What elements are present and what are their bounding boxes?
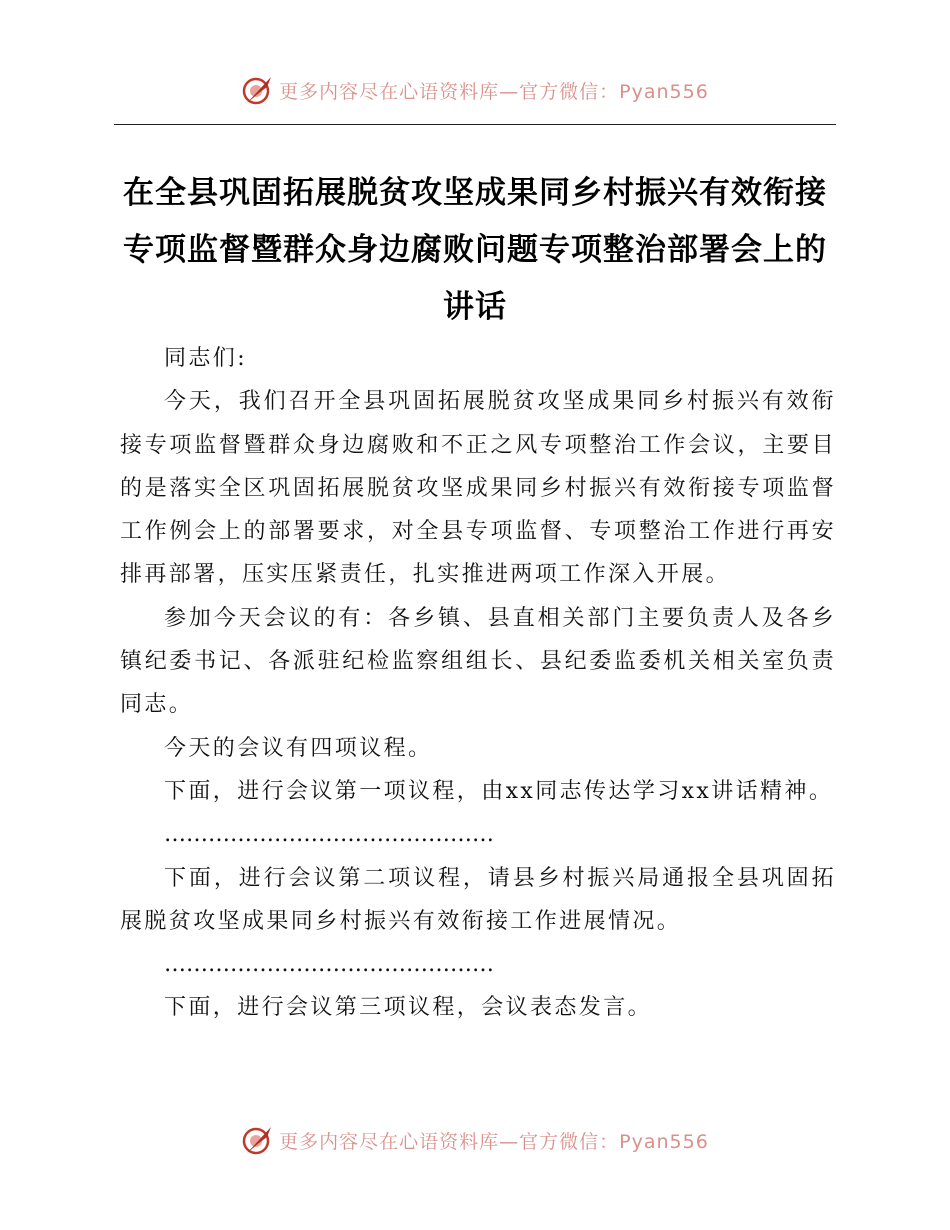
quill-logo-icon — [241, 73, 275, 107]
paragraph: 下面，进行会议第二项议程，请县乡村振兴局通报全县巩固拓展脱贫攻坚成果同乡村振兴有效衔接工作进展情况。 — [120, 865, 836, 934]
paragraph: 下面，进行会议第一项议程，由xx同志传达学习xx讲话精神。 — [164, 778, 834, 804]
ellipsis-line: ……………………………………… — [164, 952, 494, 978]
paragraph: 参加今天会议的有：各乡镇、县直相关部门主要负责人及各乡镇纪委书记、各派驻纪检监察组组长、县纪委监委机关相关室负责同志。 — [120, 605, 836, 718]
ellipsis-line: ……………………………………… — [164, 822, 494, 848]
watermark-text: 更多内容尽在心语资料库—官方微信：Pyan556 — [279, 80, 709, 103]
watermark-text: 更多内容尽在心语资料库—官方微信：Pyan556 — [279, 1130, 709, 1153]
footer-watermark — [0, 1120, 950, 1160]
paragraph-salutation: 同志们: — [164, 346, 248, 371]
paragraph: 下面，进行会议第三项议程，会议表态发言。 — [164, 995, 653, 1021]
header-rule — [114, 124, 836, 125]
document-title: 在全县巩固拓展脱贫攻坚成果同乡村振兴有效衔接专项监督暨群众身边腐败问题专项整治部署会上的讲话 — [123, 175, 827, 325]
paragraph: 今天，我们召开全县巩固拓展脱贫攻坚成果同乡村振兴有效衔接专项监督暨群众身边腐败和不正之风专项整治工作会议，主要目的是落实全区巩固拓展脱贫攻坚成果同乡村振兴有效衔接专项监督工作例会上的部署要求，对全县专项监督、专项整治工作进行再安排再部署，压实压紧责任，扎实推进两项工作深入开展。 — [120, 389, 836, 588]
header-watermark — [0, 70, 950, 110]
document-body — [120, 337, 836, 1030]
paragraph: 今天的会议有四项议程。 — [164, 735, 433, 761]
quill-logo-icon — [241, 1123, 275, 1157]
